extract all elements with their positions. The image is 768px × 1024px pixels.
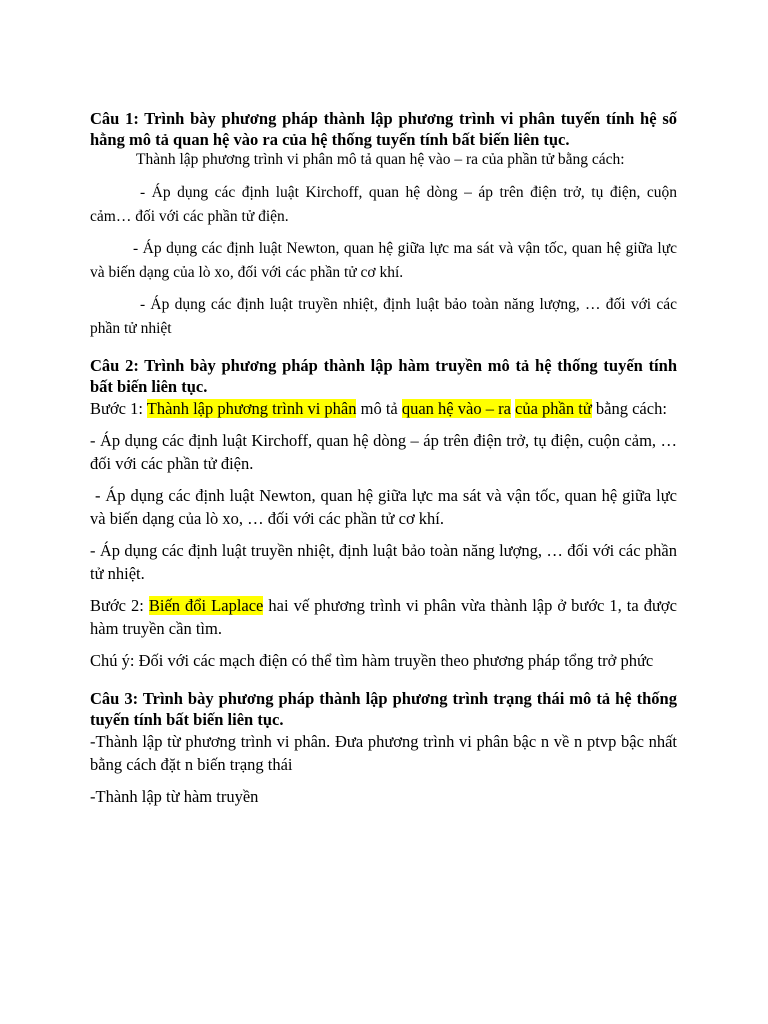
question-3-item-from-differential: -Thành lập từ phương trình vi phân. Đưa phương trình vi phân bậc n về n ptvp bậc nhất bằng cách đặt n biến trạng thái xyxy=(90,732,677,774)
question-1-title: Câu 1: Trình bày phương pháp thành lập phương trình vi phân tuyến tính hệ số hằng mô tả quan hệ vào ra của hệ thống tuyến tính bất biến liên tục. xyxy=(90,109,677,149)
question-1-intro: Thành lập phương trình vi phân mô tả quan hệ vào – ra của phần tử bằng cách: xyxy=(136,151,625,168)
question-2-item-mechanical: - Áp dụng các định luật Newton, quan hệ giữa lực ma sát và vận tốc, quan hệ giữa lực và biến dạng của lò xo, … đối với các phần tử cơ khí. xyxy=(90,486,682,528)
highlight-input-output: quan hệ vào – ra xyxy=(401,399,511,418)
step-1-prefix: Bước 1: xyxy=(90,399,147,418)
question-1-item-thermal: - Áp dụng các định luật truyền nhiệt, định luật bảo toàn năng lượng, … đối với các phần tử nhiệt xyxy=(90,296,677,337)
question-2-title: Câu 2: Trình bày phương pháp thành lập hàm truyền mô tả hệ thống tuyến tính bất biến liên tục. xyxy=(90,356,677,396)
question-2-note: Chú ý: Đối với các mạch điện có thể tìm hàm truyền theo phương pháp tổng trở phức xyxy=(90,651,654,670)
question-1-item-mechanical: - Áp dụng các định luật Newton, quan hệ giữa lực ma sát và vận tốc, quan hệ giữa lực và biến dạng của lò xo, đối với các phần tử cơ khí. xyxy=(90,240,677,281)
question-2-step-2 xyxy=(90,594,677,640)
question-1-item-electrical: - Áp dụng các định luật Kirchoff, quan hệ dòng – áp trên điện trở, tụ điện, cuộn cảm… đối với các phần tử điện. xyxy=(90,184,677,225)
highlight-differential-equation: Thành lập phương trình vi phân xyxy=(146,399,357,418)
question-2-step-1 xyxy=(90,397,677,420)
step-2-suffix: hai vế phương trình vi phân vừa thành lập ở bước 1, ta được hàm truyền cần tìm. xyxy=(90,596,677,638)
step-1-mid-1: mô tả xyxy=(356,399,402,418)
question-3-title: Câu 3: Trình bày phương pháp thành lập phương trình trạng thái mô tả hệ thống tuyến tính bất biến liên tục. xyxy=(90,689,677,729)
step-1-suffix: bằng cách: xyxy=(591,399,667,418)
step-2-prefix: Bước 2: xyxy=(90,596,149,615)
highlight-laplace: Biến đổi Laplace xyxy=(148,596,264,615)
question-3 xyxy=(90,688,677,808)
question-2-item-electrical: - Áp dụng các định luật Kirchoff, quan hệ dòng – áp trên điện trở, tụ điện, cuộn cảm, … đối với các phần tử điện. xyxy=(90,431,677,473)
highlight-of-element: của phần tử xyxy=(515,399,592,418)
question-1 xyxy=(90,108,677,341)
question-2-item-thermal: - Áp dụng các định luật truyền nhiệt, định luật bảo toàn năng lượng, … đối với các phần tử nhiệt. xyxy=(90,541,677,583)
question-2 xyxy=(90,355,682,672)
question-3-item-from-transfer-function: -Thành lập từ hàm truyền xyxy=(90,787,259,806)
